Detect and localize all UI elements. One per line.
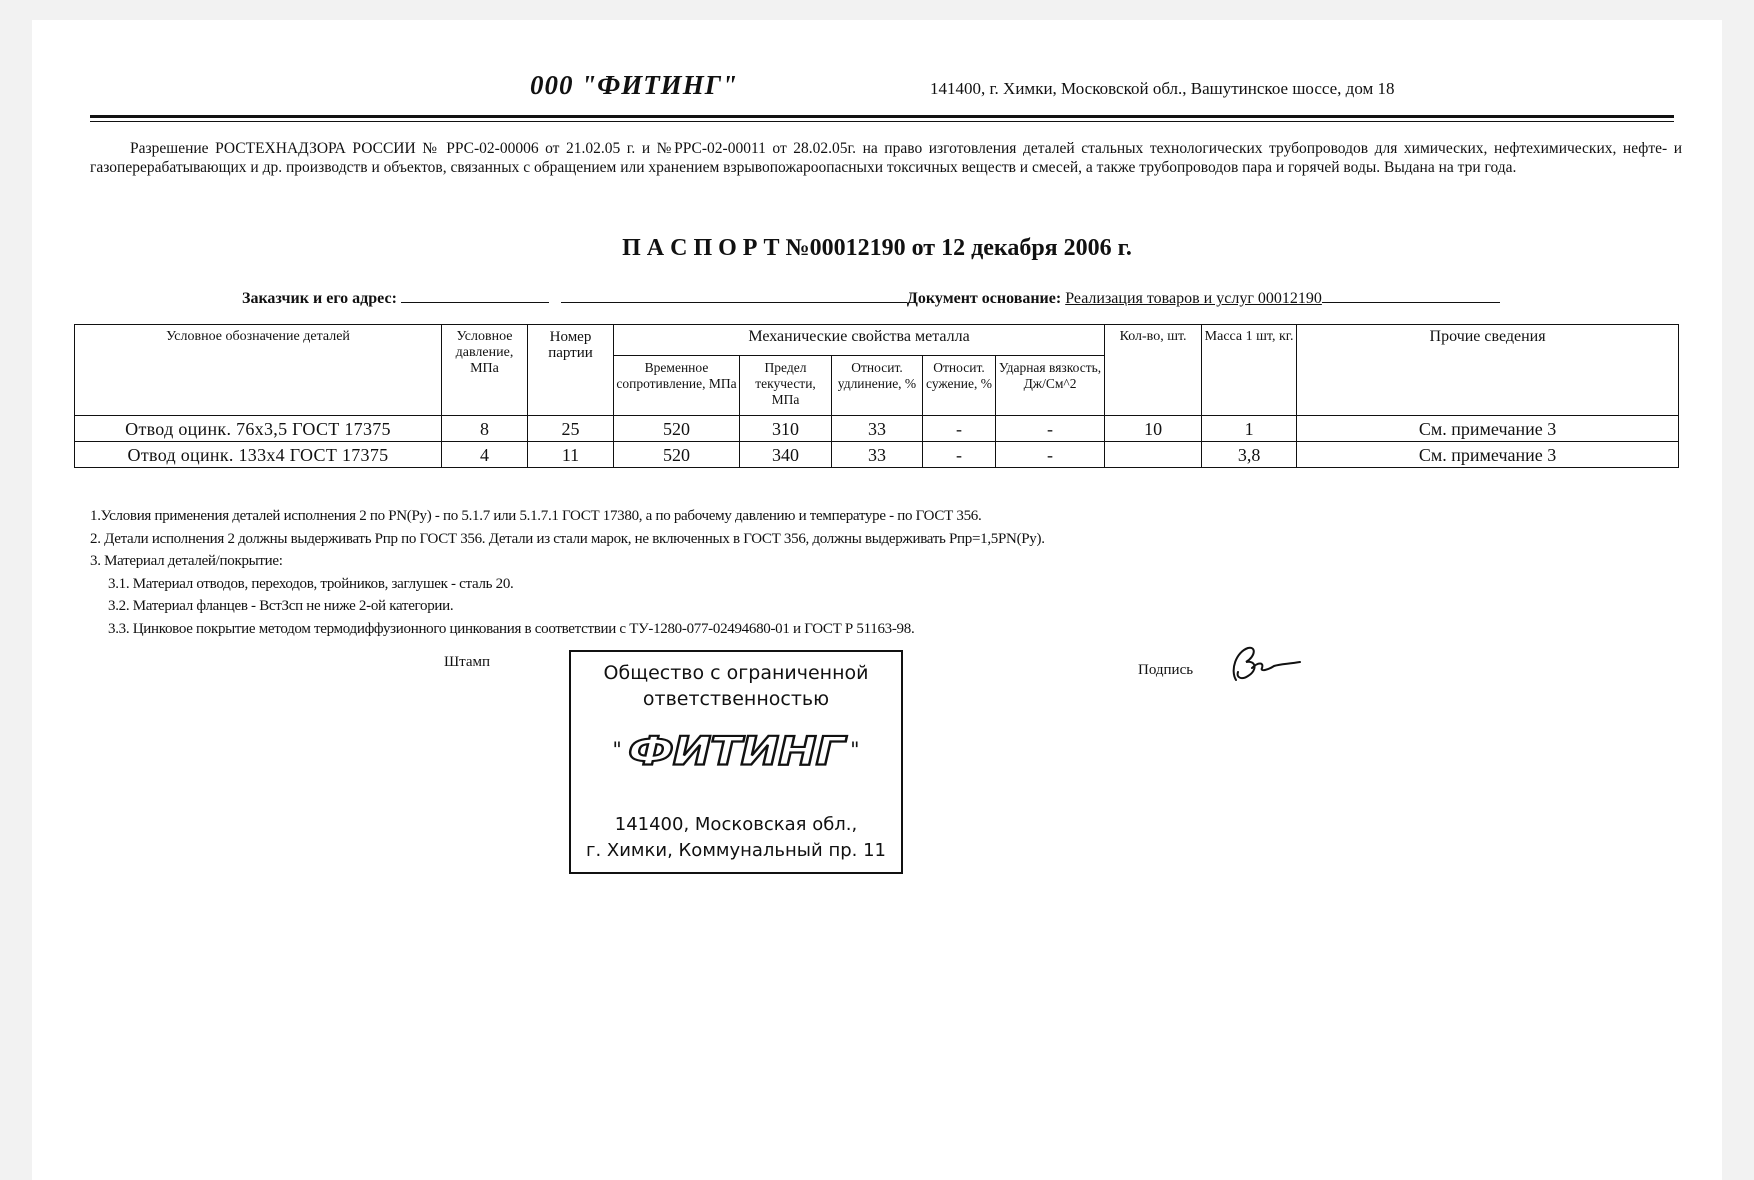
note-2: 2. Детали исполнения 2 должны выдерживать Рпр по ГОСТ 356. Детали из стали марок, не включенных в ГОСТ 356, должны выдерживать Рпр=1,5PN(Py). [90,530,1045,547]
stamp-quote-open: " [612,737,622,762]
cell-pressure: 8 [442,416,528,442]
cell-mass: 3,8 [1202,442,1297,468]
stamp-line-2: ответственностью [642,688,830,710]
passport-title: П А С П О Р Т №00012190 от 12 декабря 2006 г. [622,235,1132,261]
cell-reduction: - [923,416,996,442]
cell-tensile: 520 [614,442,740,468]
cell-mass: 1 [1202,416,1297,442]
cell-elongation: 33 [832,442,923,468]
col-reduction: Относит. сужение, % [923,356,996,416]
stamp-label: Штамп [444,654,491,670]
notes [90,505,1045,640]
table-row [75,416,1679,442]
note-3: 3. Материал деталей/покрытие: [90,553,283,569]
col-batch: Номер партии [528,325,614,416]
cell-reduction: - [923,442,996,468]
address-blank [561,301,907,303]
col-yield: Предел текучести, МПа [740,356,832,416]
header-rule [90,115,1674,118]
specification-table [74,324,1679,468]
stamp-org-text [571,660,901,712]
header-rule-thin [90,121,1674,122]
col-mechanical: Механические свойства металла [614,325,1105,356]
customer-blank [401,301,549,303]
cell-batch: 25 [528,416,614,442]
col-mass: Масса 1 шт, кг. [1202,325,1297,416]
cell-tensile: 520 [614,416,740,442]
cell-designation: Отвод оцинк. 133х4 ГОСТ 17375 [75,442,442,468]
stamp-address-2: г. Химки, Коммунальный пр. 11 [586,840,886,861]
col-pressure: Условное давление, МПа [442,325,528,416]
cell-elongation: 33 [832,416,923,442]
cell-impact: - [996,442,1105,468]
stamp-address-1: 141400, Московская обл., [614,814,858,835]
table-row [75,442,1679,468]
handwritten-signature [1222,640,1312,690]
cell-yield: 310 [740,416,832,442]
stamp-quote-close: " [850,737,860,762]
stamp-line-1: Общество с ограниченной [603,662,869,684]
cell-impact: - [996,416,1105,442]
customer-label: Заказчик и его адрес: [242,290,397,307]
cell-yield: 340 [740,442,832,468]
permission-text: Разрешение РОСТЕХНАДЗОРА РОССИИ № РРС-02-00006 от 21.02.05 г. и №РРС-02-00011 от 28.02.05г. на право изготовления деталей стальных технологических трубопроводов для химических, нефтехимических, нефте- и газоперерабатывающих и др. производств и объектов, связанных с обращением или хранением взрывопожароопасныхи токсичных веществ и смесей, а также трубопроводов пара и горячей воды. Выдана на три года. [90,140,1682,176]
document-basis-blank [1322,301,1500,303]
col-qty: Кол-во, шт. [1105,325,1202,416]
cell-qty [1105,442,1202,468]
col-other: Прочие сведения [1297,325,1679,416]
cell-pressure: 4 [442,442,528,468]
col-tensile: Временное сопротивление, МПа [614,356,740,416]
document-basis-label: Документ основание: [906,290,1062,307]
stamp-logo-row [571,724,901,778]
note-1: 1.Условия применения деталей исполнения 2 по PN(Py) - по 5.1.7 или 5.1.7.1 ГОСТ 17380, а по рабочему давлению и температуре - по ГОСТ 356. [90,508,982,524]
note-3-2: 3.2. Материал фланцев - ВстЗсп не ниже 2-ой категории. [108,598,454,614]
cell-batch: 11 [528,442,614,468]
document-sheet [32,20,1722,1180]
note-3-3: 3.3. Цинковое покрытие методом термодиффузионного цинкования в соответствии с ТУ-1280-077-02494680-01 и ГОСТ Р 51163-98. [108,620,915,637]
stamp-logo: ФИТИНГ [628,728,844,774]
col-impact: Ударная вязкость, Дж/См^2 [996,356,1105,416]
col-designation: Условное обозначение деталей [75,325,442,416]
note-3-1: 3.1. Материал отводов, переходов, тройников, заглушек - сталь 20. [108,575,514,592]
document-basis-value: Реализация товаров и услуг 00012190 [1065,290,1322,307]
col-elongation: Относит. удлинение, % [832,356,923,416]
customer-line [242,290,1500,308]
company-address: 141400, г. Химки, Московской обл., Вашутинское шоссе, дом 18 [930,79,1395,98]
stamp-address [571,812,901,864]
cell-other: См. примечание 3 [1297,442,1679,468]
signature-label: Подпись [1138,662,1194,678]
company-name: 000 "ФИТИНГ" [530,70,738,100]
cell-designation: Отвод оцинк. 76х3,5 ГОСТ 17375 [75,416,442,442]
cell-other: См. примечание 3 [1297,416,1679,442]
company-stamp [569,650,903,874]
cell-qty: 10 [1105,416,1202,442]
